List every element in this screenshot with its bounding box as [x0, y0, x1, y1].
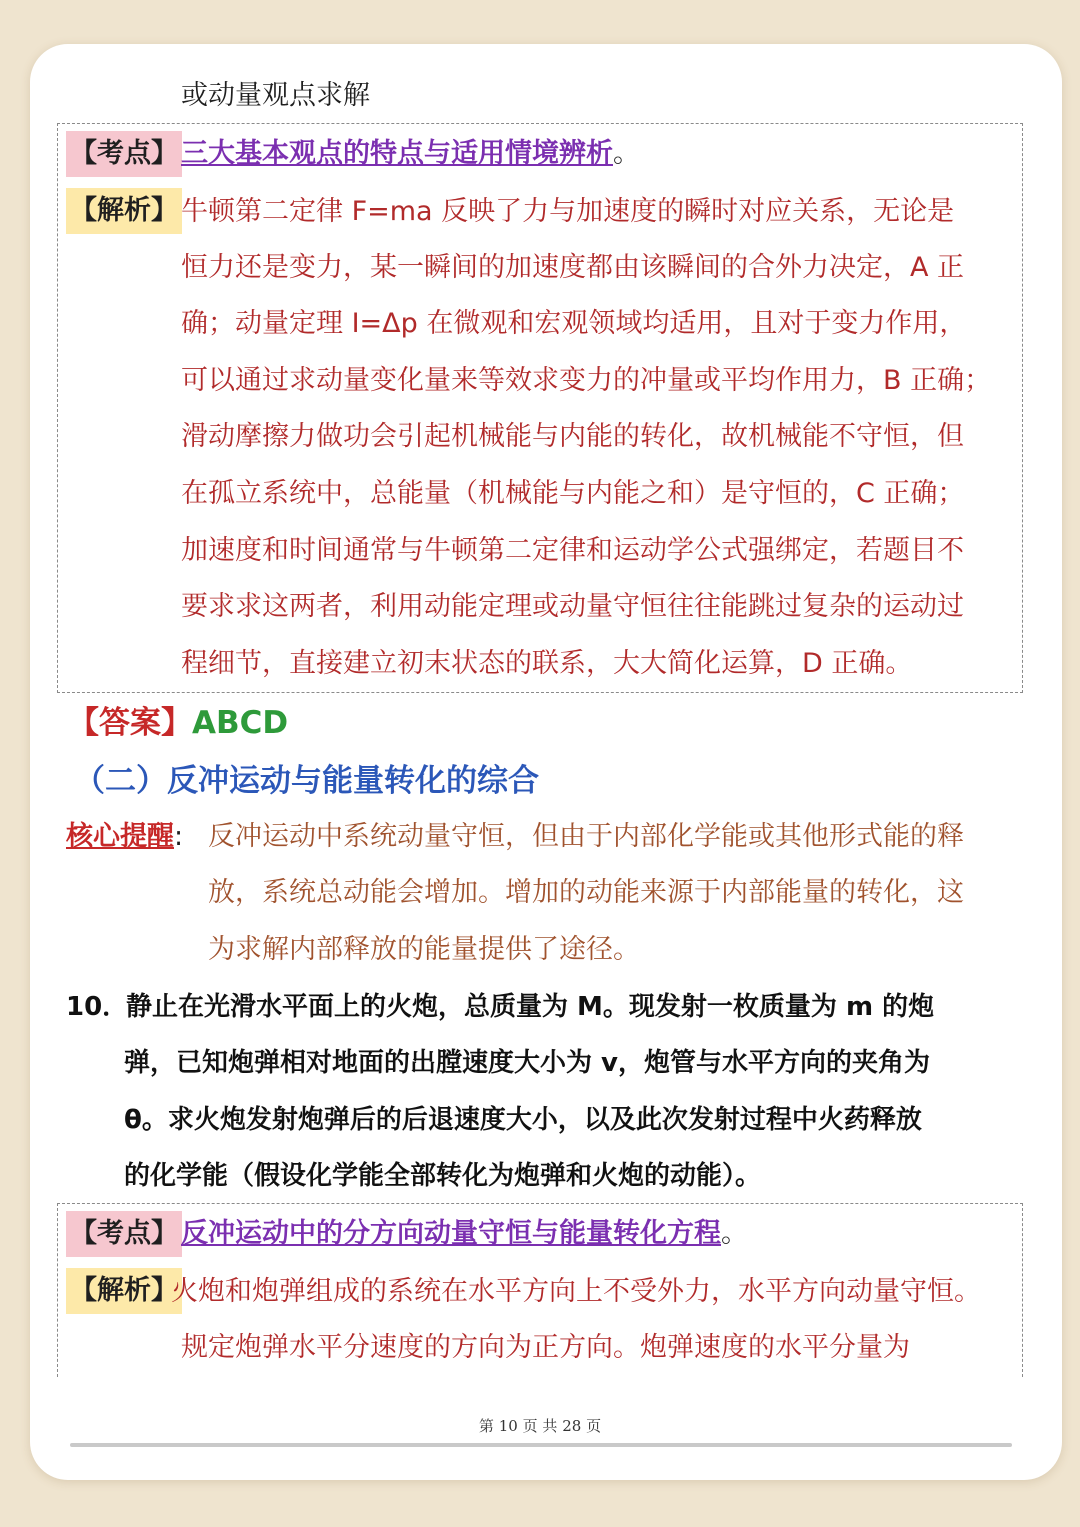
section-title: （二）反冲运动与能量转化的综合	[74, 763, 539, 799]
q9-jiexi-line: 恒力还是变力，某一瞬间的加速度都由该瞬间的合外力决定，A 正	[181, 252, 965, 283]
q9-jiexi-tag: 【解析】	[66, 188, 182, 234]
q9-jiexi-line: 可以通过求动量变化量来等效求变力的冲量或平均作用力，B 正确；	[181, 365, 992, 396]
q10-jiexi-line: 规定炮弹水平分速度的方向为正方向。炮弹速度的水平分量为	[181, 1332, 910, 1363]
q9-jiexi-line: 程细节，直接建立初末状态的联系，大大简化运算，D 正确。	[181, 648, 913, 679]
q10-line: 弹，已知炮弹相对地面的出膛速度大小为 v，炮管与水平方向的夹角为	[124, 1048, 931, 1078]
answer-tag: 【答案】	[68, 705, 192, 741]
q9-jiexi-line: 加速度和时间通常与牛顿第二定律和运动学公式强绑定，若题目不	[181, 535, 964, 566]
core-tip-line: 放，系统总动能会增加。增加的动能来源于内部能量的转化，这	[208, 877, 964, 908]
core-tip-line: 为求解内部释放的能量提供了途径。	[208, 934, 640, 965]
footer-ye: 页	[522, 1417, 538, 1435]
q10-kaodian-line	[181, 1211, 748, 1260]
footer-di: 第	[478, 1417, 494, 1435]
q9-jiexi-line: 滑动摩擦力做功会引起机械能与内能的转化，故机械能不守恒，但	[181, 421, 964, 452]
core-tip-line: 反冲运动中系统动量守恒，但由于内部化学能或其他形式能的释	[208, 821, 964, 852]
q9-jiexi-line: 确；动量定理 I=Δp 在微观和宏观领域均适用，且对于变力作用，	[181, 308, 967, 339]
core-tip-label-wrap	[66, 815, 183, 862]
footer-total-pages: 28	[562, 1417, 582, 1435]
footer-ye-2: 页	[586, 1417, 602, 1435]
answer-value: ABCD	[192, 705, 289, 741]
q9-answer	[68, 700, 288, 751]
q9-jiexi-line: 在孤立系统中，总能量（机械能与内能之和）是守恒的，C 正确；	[181, 478, 965, 509]
footer-page-number: 10	[498, 1417, 518, 1435]
q9-kaodian-end: 。	[613, 138, 640, 169]
q10-jiexi-tag: 【解析】	[66, 1268, 182, 1314]
q9-kaodian-line	[181, 131, 640, 180]
q10-kaodian-tag: 【考点】	[66, 1211, 182, 1257]
q10-line: 静止在光滑水平面上的火炮，总质量为 M。现发射一枚质量为 m 的炮	[126, 992, 935, 1022]
page-footer	[0, 1415, 1080, 1437]
q10-kaodian-end: 。	[721, 1218, 748, 1249]
q10-jiexi-line: 火炮和炮弹组成的系统在水平方向上不受外力，水平方向动量守恒。	[171, 1276, 981, 1307]
q9-jiexi-line: 牛顿第二定律 F=ma 反映了力与加速度的瞬时对应关系，无论是	[181, 196, 955, 227]
q10-line: θ。求火炮发射炮弹后的后退速度大小，以及此次发射过程中火药释放	[124, 1105, 922, 1135]
continuation-line: 或动量观点求解	[181, 80, 370, 111]
q10-line: 的化学能（假设化学能全部转化为炮弹和火炮的动能）。	[124, 1161, 762, 1191]
q10-kaodian-text[interactable]: 反冲运动中的分方向动量守恒与能量转化方程	[181, 1218, 721, 1249]
q9-kaodian-text[interactable]: 三大基本观点的特点与适用情境辨析	[181, 138, 613, 169]
q10-number: 10．	[66, 992, 129, 1022]
q9-kaodian-tag: 【考点】	[66, 131, 182, 177]
footer-gong: 共	[542, 1417, 558, 1435]
q9-jiexi-line: 要求求这两者，利用动能定理或动量守恒往往能跳过复杂的运动过	[181, 591, 964, 622]
core-tip-label: 核心提醒	[66, 821, 174, 852]
footer-rule	[70, 1443, 1012, 1447]
core-tip-colon: :	[174, 821, 184, 852]
